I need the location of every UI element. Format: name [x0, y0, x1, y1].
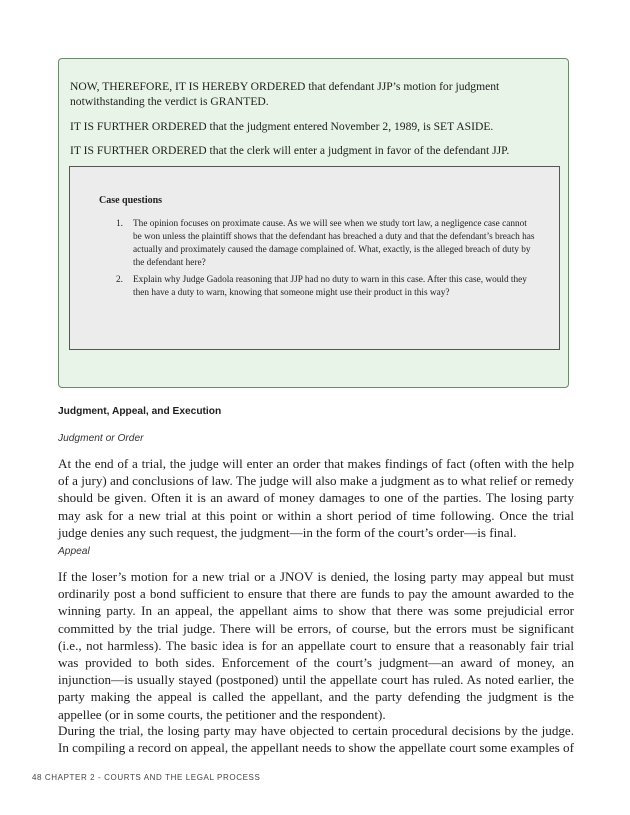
- page-footer: 48 CHAPTER 2 - COURTS AND THE LEGAL PROCESS: [32, 773, 261, 782]
- order-paragraph-3: IT IS FURTHER ORDERED that the clerk will enter a judgment in favor of the defendant JJP.: [70, 144, 510, 157]
- case-question-text: Explain why Judge Gadola reasoning that JJP had no duty to warn in this case. After this case, would they then have a duty to warn, knowing that someone might use their product in this way?: [133, 275, 527, 298]
- paragraph-appeal: If the loser’s motion for a new trial or a JNOV is denied, the losing party may appeal but must ordinarily post a bond sufficient to ensure that there are funds to pay the amount awarded to the winning party. In an appeal, the appellant aims to show that there was some prejudicial error committed by the trial judge. There will be errors, of course, but the errors must be significant (i.e., not harmless). The basic idea is for an appellate court to ensure that a reasonably fair trial was provided to both sides. Enforcement of the court’s judgment—an award of money, an injunction—is usually stayed (postponed) until the appellate court has ruled. As noted earlier, the party making the appeal is called the appellant, and the party defending the judgment is the appellee (or in some courts, the petitioner and the respondent).: [58, 569, 574, 722]
- case-question-number: 2.: [116, 275, 123, 285]
- case-questions-box: [69, 166, 560, 350]
- court-order-box: [58, 58, 569, 388]
- paragraph-judgment: At the end of a trial, the judge will enter an order that makes findings of fact (often with the help of a jury) and conclusions of law. The judge will also make a judgment as to what relief or remedy should be given. Often it is an award of money damages to one of the parties. The losing party may ask for a new trial at this point or within a short period of time following. Once the trial judge denies any such request, the judgment—in the form of the court’s order—is final.: [58, 456, 574, 540]
- order-paragraph-1: NOW, THEREFORE, IT IS HEREBY ORDERED that defendant JJP’s motion for judgment notwithstanding the verdict is GRANTED.: [70, 80, 500, 108]
- case-question-2: [116, 274, 536, 300]
- subheading-appeal: Appeal: [58, 546, 90, 557]
- section-heading: Judgment, Appeal, and Execution: [58, 406, 222, 417]
- case-question-1: [116, 218, 536, 270]
- paragraph-trial-objections: During the trial, the losing party may have objected to certain procedural decisions by the judge. In compiling a record on appeal, the appellant needs to show the appellate court some examples of: [58, 723, 574, 756]
- case-questions-title: Case questions: [99, 195, 163, 206]
- subheading-judgment-or-order: Judgment or Order: [58, 433, 144, 444]
- case-question-text: The opinion focuses on proximate cause. As we will see when we study tort law, a negligence case cannot be won unless the plaintiff shows that the defendant has breached a duty and that the defendant’s breach has actually and proximately caused the damage complained of. What, exactly, is the alleged breach of duty by the defendant here?: [133, 219, 535, 268]
- order-paragraph-2: IT IS FURTHER ORDERED that the judgment entered November 2, 1989, is SET ASIDE.: [70, 120, 494, 133]
- case-question-number: 1.: [116, 219, 123, 229]
